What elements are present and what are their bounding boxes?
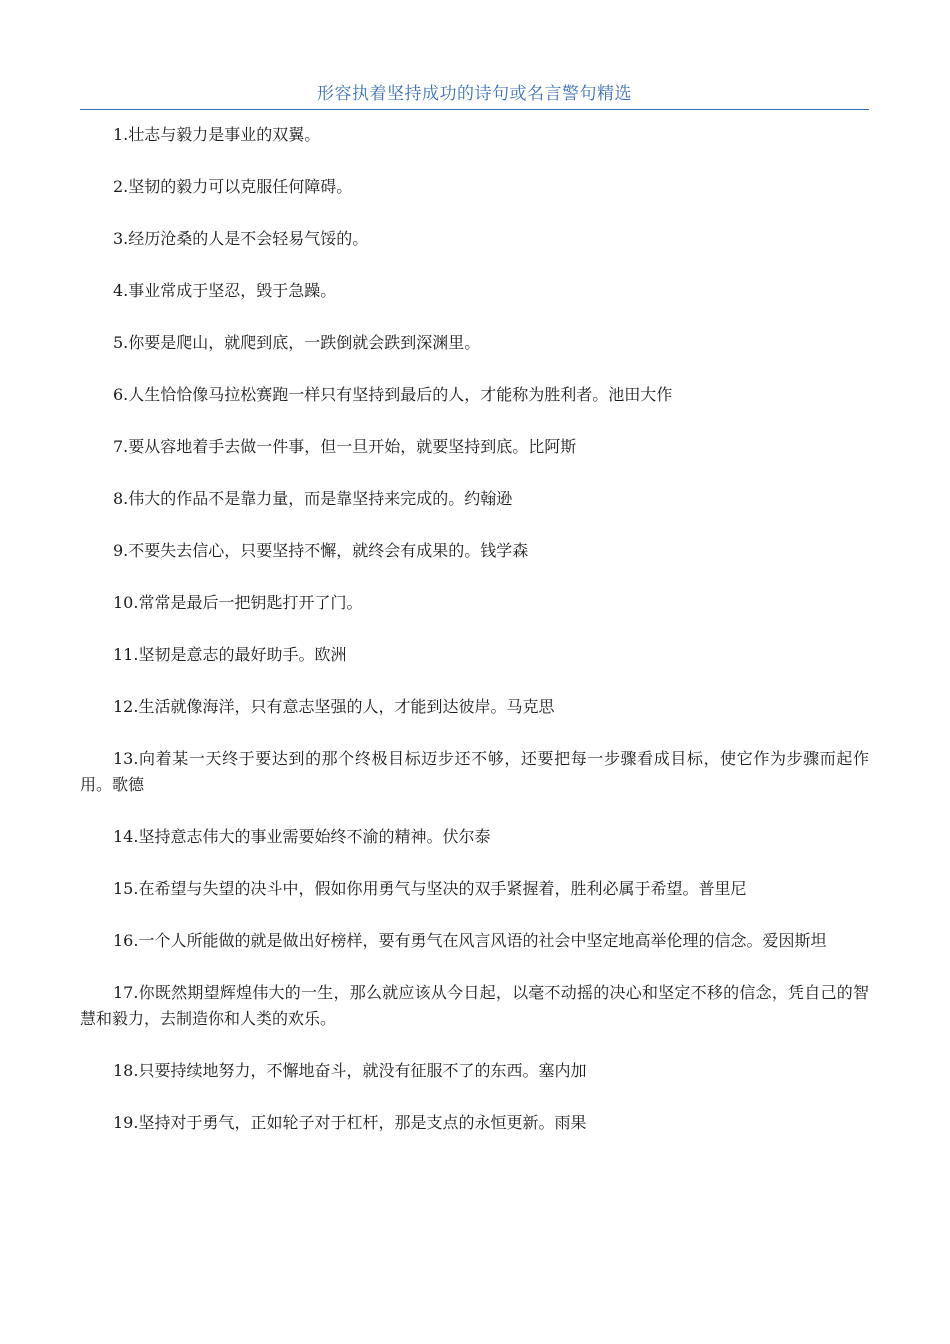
- page-header: [80, 80, 869, 110]
- quote-item-2: 2.坚韧的毅力可以克服任何障碍。: [113, 177, 353, 196]
- quote-item-12: 12.生活就像海洋，只有意志坚强的人，才能到达彼岸。马克思: [113, 697, 555, 716]
- document-title: 形容执着坚持成功的诗句或名言警句精选: [317, 84, 632, 104]
- quote-item-19: 19.坚持对于勇气，正如轮子对于杠杆，那是支点的永恒更新。雨果: [113, 1113, 587, 1132]
- quote-item-15: 15.在希望与失望的决斗中，假如你用勇气与坚决的双手紧握着，胜利必属于希望。普里尼: [113, 879, 747, 898]
- quote-item-10: 10.常常是最后一把钥匙打开了门。: [113, 593, 363, 612]
- quote-item-17: 17.你既然期望辉煌伟大的一生，那么就应该从今日起，以毫不动摇的决心和坚定不移的信念，凭自己的智慧和毅力，去制造你和人类的欢乐。: [80, 983, 869, 1028]
- quote-item-13: 13.向着某一天终于要达到的那个终极目标迈步还不够，还要把每一步骤看成目标，使它作为步骤而起作用。歌德: [80, 749, 869, 794]
- quote-item-3: 3.经历沧桑的人是不会轻易气馁的。: [113, 229, 369, 248]
- quote-item-18: 18.只要持续地努力，不懈地奋斗，就没有征服不了的东西。塞内加: [113, 1061, 587, 1080]
- quote-list: [80, 122, 869, 1162]
- quote-item-8: 8.伟大的作品不是靠力量，而是靠坚持来完成的。约翰逊: [113, 489, 513, 508]
- quote-item-1: 1.壮志与毅力是事业的双翼。: [113, 125, 321, 144]
- quote-item-16: 16.一个人所能做的就是做出好榜样，要有勇气在风言风语的社会中坚定地高举伦理的信念。爱因斯坦: [113, 931, 827, 950]
- quote-item-9: 9.不要失去信心，只要坚持不懈，就终会有成果的。钱学森: [113, 541, 529, 560]
- quote-item-7: 7.要从容地着手去做一件事，但一旦开始，就要坚持到底。比阿斯: [113, 437, 577, 456]
- quote-item-6: 6.人生恰恰像马拉松赛跑一样只有坚持到最后的人，才能称为胜利者。池田大作: [113, 385, 673, 404]
- quote-item-14: 14.坚持意志伟大的事业需要始终不渝的精神。伏尔泰: [113, 827, 491, 846]
- quote-item-11: 11.坚韧是意志的最好助手。欧洲: [113, 645, 347, 664]
- quote-item-5: 5.你要是爬山，就爬到底，一跌倒就会跌到深渊里。: [113, 333, 481, 352]
- quote-item-4: 4.事业常成于坚忍，毁于急躁。: [113, 281, 337, 300]
